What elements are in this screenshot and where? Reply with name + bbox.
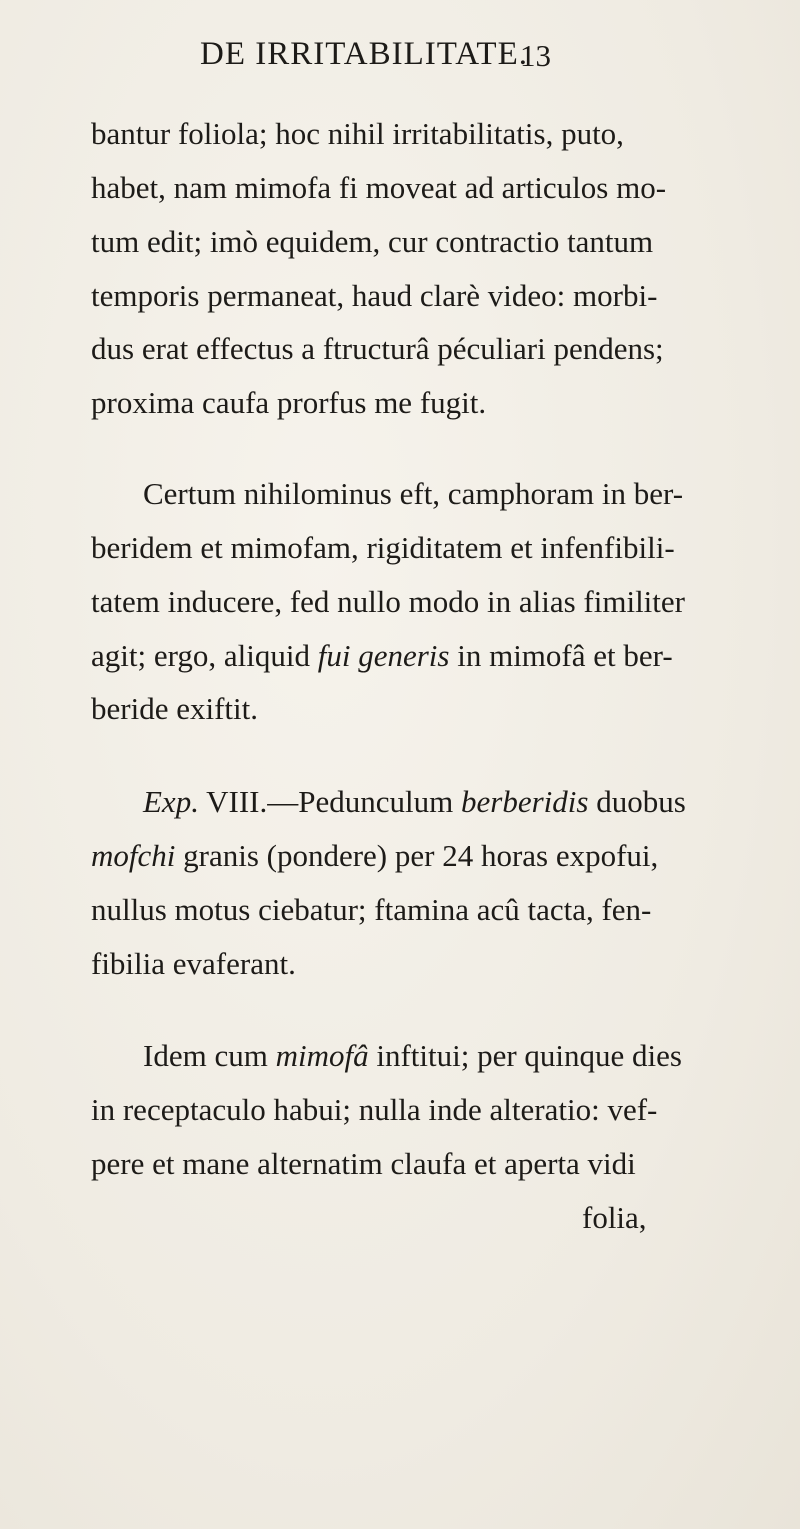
text-run: VIII.—Pedunculum <box>198 784 461 819</box>
experiment-label: Exp. <box>143 784 199 819</box>
text-line: bantur foliola; hoc nihil irritabilitatis, puto, <box>91 116 624 151</box>
page-number: 13 <box>520 38 551 73</box>
text-line: pere et mane alternatim claufa et aperta vidi <box>91 1146 636 1181</box>
text-line: temporis permaneat, haud clarè video: morbi- <box>91 278 658 313</box>
text-run: agit; ergo, aliquid <box>91 638 318 673</box>
text-line: in receptaculo habui; nulla inde alteratio: vef- <box>91 1092 658 1127</box>
text-line: beride exiftit. <box>91 691 258 726</box>
text-line <box>143 1040 682 1071</box>
text-line: beridem et mimofam, rigiditatem et infenfibili- <box>91 530 675 565</box>
text-run: inftitui; per quinque dies <box>368 1038 682 1073</box>
running-header <box>200 36 575 73</box>
text-run: Idem cum <box>143 1038 276 1073</box>
text-line: Certum nihilominus eft, camphoram in ber- <box>143 476 684 511</box>
text-line: fibilia evaferant. <box>91 946 296 981</box>
text-run: granis (pondere) per 24 horas expofui, <box>175 838 659 873</box>
text-line: proxima caufa prorfus me fugit. <box>91 385 487 420</box>
running-title: DE IRRITABILITATE. <box>200 36 528 72</box>
italic-phrase: fui generis <box>317 638 450 673</box>
text-run: duobus <box>588 784 686 819</box>
text-line <box>91 640 673 671</box>
catchword: folia, <box>582 1200 647 1235</box>
italic-phrase: mofchi <box>91 838 176 873</box>
italic-phrase: mimofâ <box>275 1038 369 1073</box>
text-line <box>91 840 658 871</box>
text-line: tatem inducere, fed nullo modo in alias fimiliter <box>91 584 685 619</box>
text-line <box>143 786 686 817</box>
text-line: habet, nam mimofa fi moveat ad articulos mo- <box>91 170 667 205</box>
text-line: nullus motus ciebatur; ftamina acû tacta, fen- <box>91 892 652 927</box>
italic-phrase: berberidis <box>461 784 589 819</box>
text-line: dus erat effectus a ftructurâ péculiari pendens; <box>91 331 664 366</box>
text-line: tum edit; imò equidem, cur contractio tantum <box>91 224 654 259</box>
text-run: in mimofâ et ber- <box>449 638 673 673</box>
